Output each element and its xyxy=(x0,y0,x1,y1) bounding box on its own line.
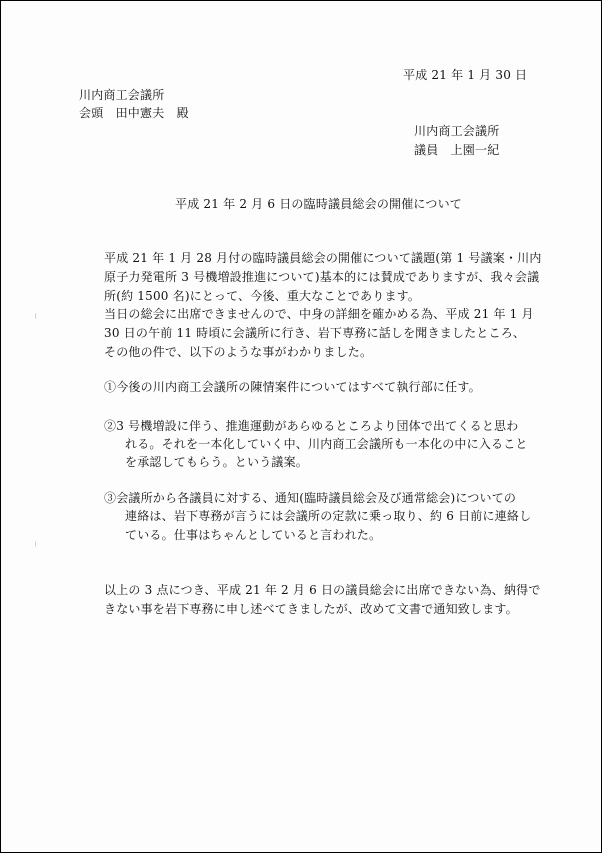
body-line: 原子力発電所 3 号機増設推進について)基本的には賛成でありますが、我々会議 xyxy=(104,270,540,284)
body-line: 30 日の午前 11 時頃に会議所に行き、岩下専務に話しを聞きましたところ、 xyxy=(104,326,526,340)
body-line: 当日の総会に出席できませんので、中身の詳細を確かめる為、平成 21 年 1 月 xyxy=(104,307,534,321)
body-line: 平成 21 年 1 月 28 月付の臨時議員総会の開催について議題(第 1 号議案・川内 xyxy=(104,251,542,265)
list-item-3-line: ている。仕事はちゃんとしていると言われた。 xyxy=(125,528,382,542)
sender-organization: 川内商工会議所 xyxy=(414,124,500,138)
punch-hole-mark xyxy=(35,313,39,319)
punch-hole-mark xyxy=(35,541,39,547)
letter-title: 平成 21 年 2 月 6 日の臨時議員総会の開催について xyxy=(175,197,462,211)
closing-line: きない事を岩下専務に申し述べてきましたが、改めて文書で通知致します。 xyxy=(104,602,518,616)
list-item-2-line: を承認してもらう。という議案。 xyxy=(125,455,309,469)
recipient-name: 会頭 田中憲夫 殿 xyxy=(79,106,189,120)
list-item-3-line: ③会議所から各議員に対する、通知(臨時議員総会及び通常総会)についての xyxy=(104,491,517,505)
list-item-3-line: 連絡は、岩下専務が言うには会議所の定款に乗っ取り、約 6 日前に連絡し xyxy=(125,509,532,523)
body-line: 所(約 1500 名)にとって、今後、重大なことであります。 xyxy=(104,289,421,303)
letter-date: 平成 21 年 1 月 30 日 xyxy=(403,68,528,82)
list-item-2-line: れる。それを一本化していく中、川内商工会議所も一本化の中に入ること xyxy=(125,437,528,451)
closing-line: 以上の 3 点につき、平成 21 年 2 月 6 日の議員総会に出席できない為、納得で xyxy=(104,583,541,597)
recipient-organization: 川内商工会議所 xyxy=(79,88,165,102)
list-item-1-line: ①今後の川内商工会議所の陳情案件についてはすべて執行部に任す。 xyxy=(104,380,481,394)
sender-name: 議員 上園一紀 xyxy=(414,143,500,157)
list-item-2-line: ②3 号機増設に伴う、推進運動があらゆるところより団体で出てくると思わ xyxy=(104,419,519,433)
body-line: その他の件で、以下のような事がわかりました。 xyxy=(104,345,373,359)
